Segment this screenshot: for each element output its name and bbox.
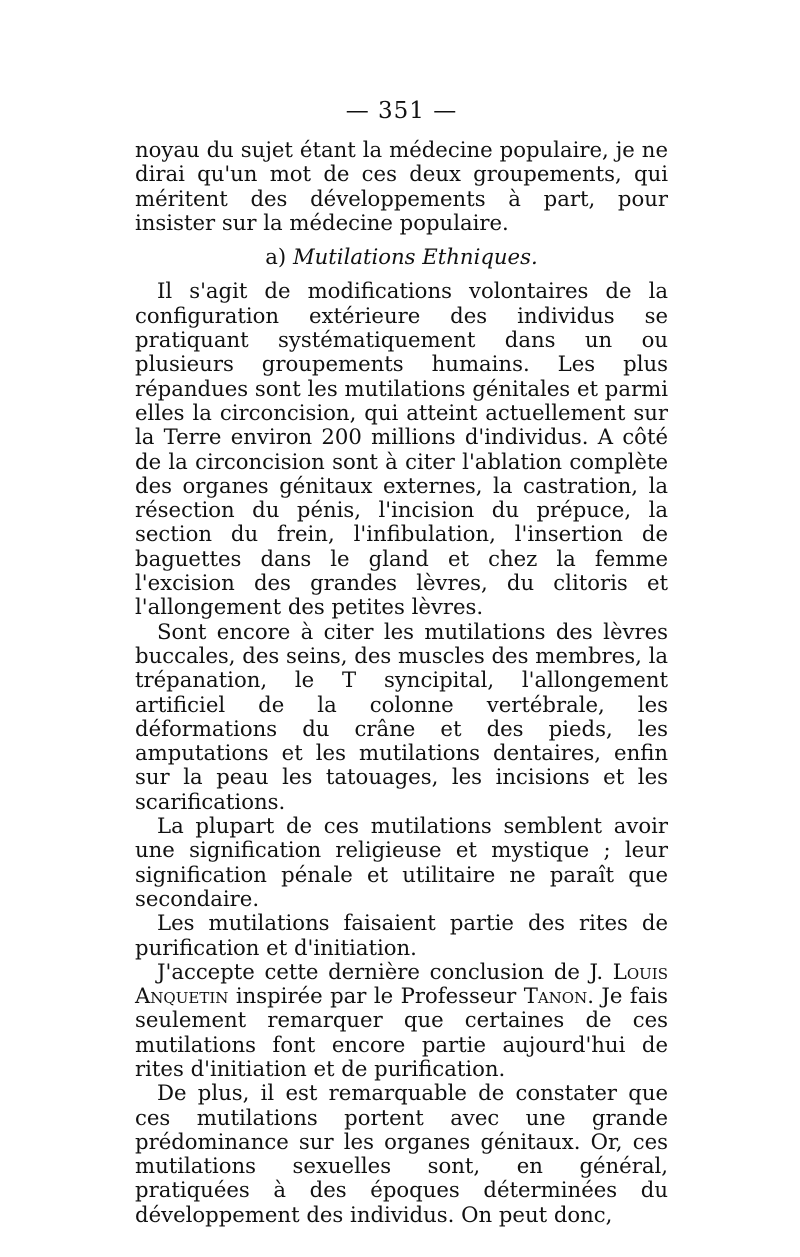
paragraph-anquetin xyxy=(135,960,668,1081)
paragraph-final: De plus, il est remarquable de constater que ces mutilations portent avec une grande prédominance sur les organes génitaux. Or, ces mutilations sexuelles sont, en général, pratiquées à des époques déterminées du développement des individus. On peut donc, xyxy=(135,1080,668,1227)
paragraph-religious-signification: La plupart de ces mutilations semblent avoir une signification religieuse et mystique ; leur signification pénale et utilitaire ne paraît que secondaire. xyxy=(135,813,668,911)
section-marker: a) xyxy=(265,244,287,270)
anquetin-text-before: J'accepte cette dernière conclusion de J. xyxy=(157,958,613,984)
paragraph-other-mutilations: Sont encore à citer les mutilations des lèvres buccales, des seins, des muscles des membres, la trépanation, le T syncipital, l'allongement artificiel de la colonne vertébrale, les déformations du crâne et des pieds, les amputations et les mutilations dentaires, enfin sur la peau les tatouages, les incisions et les scarifications. xyxy=(135,618,668,814)
page-number: — 351 — xyxy=(345,98,458,124)
anquetin-text-middle: inspirée par le Professeur xyxy=(228,983,524,1009)
section-title: Mutilations Ethniques. xyxy=(292,244,538,270)
anquetin-text-after: . Je fais seulement remarquer que certaines de ces mutilations font encore partie aujourd'hui de rites d'initiation et de purification. xyxy=(135,983,668,1081)
professor-name: Tanon xyxy=(523,983,588,1009)
continuation-paragraph: noyau du sujet étant la médecine populaire, je ne dirai qu'un mot de ces deux groupements, qui méritent des développements à part, pour insister sur la médecine populaire. xyxy=(135,137,668,235)
author-name: Louis Anquetin xyxy=(135,958,668,1009)
section-heading xyxy=(135,245,668,269)
paragraph-rites: Les mutilations faisaient partie des rites de purification et d'initiation. xyxy=(135,910,668,960)
book-page xyxy=(135,98,668,1227)
paragraph-mutilations-definition: Il s'agit de modifications volontaires de la configuration extérieure des individus se pratiquant systématiquement dans un ou plusieurs groupements humains. Les plus répandues sont les mutilations génitales et parmi elles la circoncision, qui atteint actuellement sur la Terre environ 200 millions d'individus. A côté de la circoncision sont à citer l'ablation complète des organes génitaux externes, la castration, la résection du pénis, l'incision du prépuce, la section du frein, l'infibulation, l'insertion de baguettes dans le gland et chez la femme l'excision des grandes lèvres, du clitoris et l'allongement des petites lèvres. xyxy=(135,278,668,620)
